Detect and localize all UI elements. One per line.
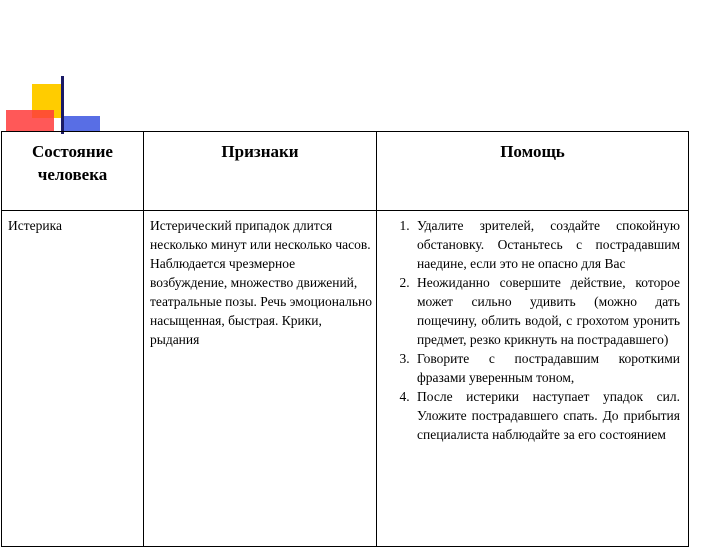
help-item: 4. После истерики наступает упадок сил. Уложите пострадавшего спать. До прибытия специалиста наблюдайте за его состоянием	[413, 387, 680, 444]
logo-blue-bar	[64, 116, 100, 132]
header-help: Помощь	[377, 132, 689, 211]
first-aid-table	[1, 131, 689, 547]
table-row	[2, 211, 689, 547]
decorative-logo	[0, 0, 120, 135]
table-header-row	[2, 132, 689, 211]
cell-help	[377, 211, 689, 547]
help-item: 3. Говорите с пострадавшим короткими фразами уверенным тоном,	[413, 349, 680, 387]
help-item: 2. Неожиданно совершите действие, которое может сильно удивить (можно дать пощечину, облить водой, с грохотом уронить предмет, резко крикнуть на пострадавшего)	[413, 273, 680, 349]
logo-red-bar	[6, 110, 54, 132]
cell-state: Истерика	[2, 211, 144, 547]
help-item: 1. Удалите зрителей, создайте спокойную обстановку. Останьтесь с пострадавшим наедине, если это не опасно для Вас	[413, 216, 680, 273]
help-list	[383, 216, 684, 444]
header-signs: Признаки	[144, 132, 377, 211]
cell-signs: Истерический припадок длится несколько минут или несколько часов. Наблюдается чрезмерное возбуждение, множество движений, театральные позы. Речь эмоционально насыщенная, быстрая. Крики, рыдания	[144, 211, 377, 547]
header-state: Состояние человека	[2, 132, 144, 211]
